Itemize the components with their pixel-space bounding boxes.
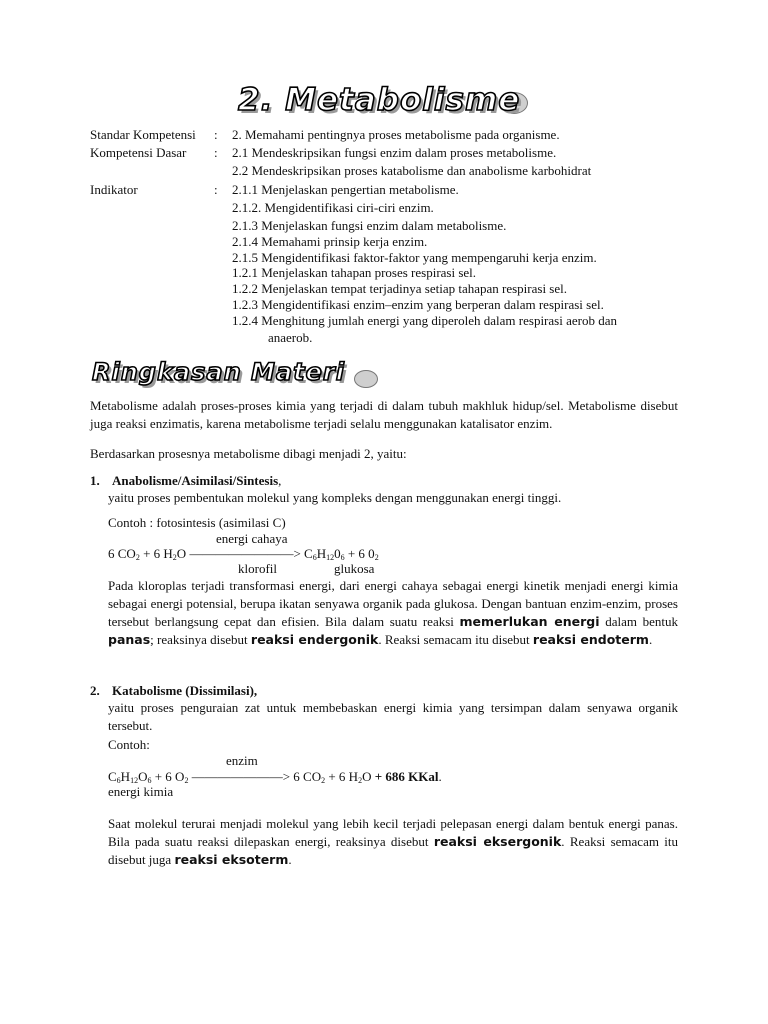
katabolisme-equation-end: .	[438, 769, 442, 784]
term-reaksi-endergonik: reaksi endergonik	[250, 632, 379, 647]
katabolisme-description: yaitu proses penguraian zat untuk membebaskan energi kimia yang tersimpan dalam senyawa organik tersebut.	[108, 700, 678, 733]
katabolisme-text: .	[288, 852, 292, 867]
section-title: Ringkasan Materi	[92, 358, 345, 386]
reaction-arrow: ————————>	[189, 546, 301, 561]
anabolisme-text: .	[648, 632, 653, 647]
indikator-item: 2.1.5 Mengidentifikasi faktor-faktor yang mempengaruhi kerja enzim.	[232, 250, 597, 265]
anabolisme-heading: Anabolisme/Asimilasi/Sintesis	[112, 473, 279, 488]
anabolisme-equation	[108, 546, 379, 562]
indikator-item-continuation: anaerob.	[268, 330, 313, 345]
anabolisme-reactants: 6 $CO_2 + 6$ $H_2O$	[108, 546, 187, 562]
anabolisme-paragraph	[108, 577, 678, 649]
standar-colon: :	[214, 127, 218, 142]
katabolisme-reactants: $C_6H_{12}O_6 + 6$ $O_2$	[108, 769, 189, 785]
indikator-item: 1.2.3 Mengidentifikasi enzim–enzim yang berperan dalam respirasi sel.	[232, 297, 604, 312]
anabolisme-text: ; reaksinya disebut	[150, 632, 251, 647]
katabolisme-text: Saat molekul terurai menjadi molekul yang lebih kecil terjadi pelepasan energi dalam bentuk energi panas. Bila pada suatu reaksi dilepaskan energi, reaksinya disebut	[108, 816, 678, 849]
term-panas: panas	[108, 632, 151, 647]
dasar-item-2: 2.2 Mendeskripsikan proses katabolisme dan anabolisme karbohidrat	[232, 163, 592, 178]
indikator-item: 2.1.1 Menjelaskan pengertian metabolisme.	[232, 182, 459, 197]
katabolisme-energy-value: + 686 KKal	[374, 769, 439, 784]
term-memerlukan-energi: memerlukan energi	[459, 614, 600, 629]
page-title: 2. Metabolisme	[238, 82, 521, 118]
katabolisme-products: 6 $CO_2 + 6$ $H_2O$	[293, 769, 372, 785]
section-title-banner	[92, 356, 392, 390]
anabolisme-product-label: glukosa	[334, 561, 375, 576]
anabolisme-description: yaitu proses pembentukan molekul yang kompleks dengan menggunakan energi tinggi.	[108, 490, 562, 505]
indikator-label: Indikator	[90, 182, 138, 197]
katabolisme-paragraph	[108, 815, 678, 869]
indikator-item: 2.1.4 Memahami prinsip kerja enzim.	[232, 234, 428, 249]
katabolisme-heading: Katabolisme (Dissimilasi),	[112, 683, 258, 698]
section-decoration-blob	[354, 370, 378, 388]
page-title-banner	[238, 80, 538, 122]
dasar-colon: :	[214, 145, 218, 160]
intro-paragraph-2: Berdasarkan prosesnya metabolisme dibagi menjadi 2, yaitu:	[90, 446, 407, 461]
anabolisme-arrow-top-label: energi cahaya	[216, 531, 288, 546]
anabolisme-text: . Reaksi semacam itu disebut	[378, 632, 533, 647]
standar-text: 2. Memahami pentingnya proses metabolisme pada organisme.	[232, 127, 560, 142]
indikator-item: 2.1.2. Mengidentifikasi ciri-ciri enzim.	[232, 200, 434, 215]
intro-paragraph: Metabolisme adalah proses-proses kimia yang terjadi di dalam tubuh makhluk hidup/sel. Metabolisme disebut juga reaksi enzimatis, karena metabolisme terjadi selalu menggunakan katalisator enzim.	[90, 398, 678, 431]
anabolisme-number: 1.	[90, 473, 100, 488]
indikator-item: 1.2.1 Menjelaskan tahapan proses respirasi sel.	[232, 265, 477, 280]
anabolisme-text: Pada kloroplas terjadi transformasi energi, dari energi cahaya sebagai energi kinetik menjadi energi kimia sebagai energi potensial, berupa ikatan senyawa organik pada glukosa. Dengan bantuan enzim-enzim, proses tersebut berlangsung cepat dan efisien. Bila dalam suatu reaksi	[108, 578, 678, 629]
indikator-colon: :	[214, 182, 218, 197]
standar-label: Standar Kompetensi	[90, 127, 196, 142]
anabolisme-text: dalam bentuk	[599, 614, 678, 629]
katabolisme-arrow-top-label: enzim	[226, 753, 258, 768]
dasar-label: Kompetensi Dasar	[90, 145, 187, 160]
reaction-arrow: ———————>	[191, 769, 291, 784]
anabolisme-heading-comma: ,	[278, 473, 282, 488]
indikator-item: 1.2.4 Menghitung jumlah energi yang diperoleh dalam respirasi aerob dan	[232, 313, 617, 328]
katabolisme-equation	[108, 769, 442, 785]
term-reaksi-eksoterm: reaksi eksoterm	[174, 852, 289, 867]
indikator-item: 2.1.3 Menjelaskan fungsi enzim dalam metabolisme.	[232, 218, 507, 233]
katabolisme-example: Contoh:	[108, 737, 150, 752]
term-reaksi-eksergonik: reaksi eksergonik	[433, 834, 562, 849]
katabolisme-bottom-label: energi kimia	[108, 784, 174, 799]
katabolisme-number: 2.	[90, 683, 100, 698]
term-reaksi-endoterm: reaksi endoterm	[532, 632, 649, 647]
indikator-item: 1.2.2 Menjelaskan tempat terjadinya setiap tahapan respirasi sel.	[232, 281, 567, 296]
anabolisme-arrow-bottom-label: klorofil	[238, 561, 277, 576]
anabolisme-heading-line	[112, 473, 281, 489]
dasar-item-1: 2.1 Mendeskripsikan fungsi enzim dalam proses metabolisme.	[232, 145, 557, 160]
katabolisme-text: . Reaksi semacam itu disebut juga	[108, 834, 679, 867]
anabolisme-products: $C_6H_{12}0_6 + 6$ $0_2$	[304, 546, 379, 562]
anabolisme-example: Contoh : fotosintesis (asimilasi C)	[108, 515, 286, 530]
